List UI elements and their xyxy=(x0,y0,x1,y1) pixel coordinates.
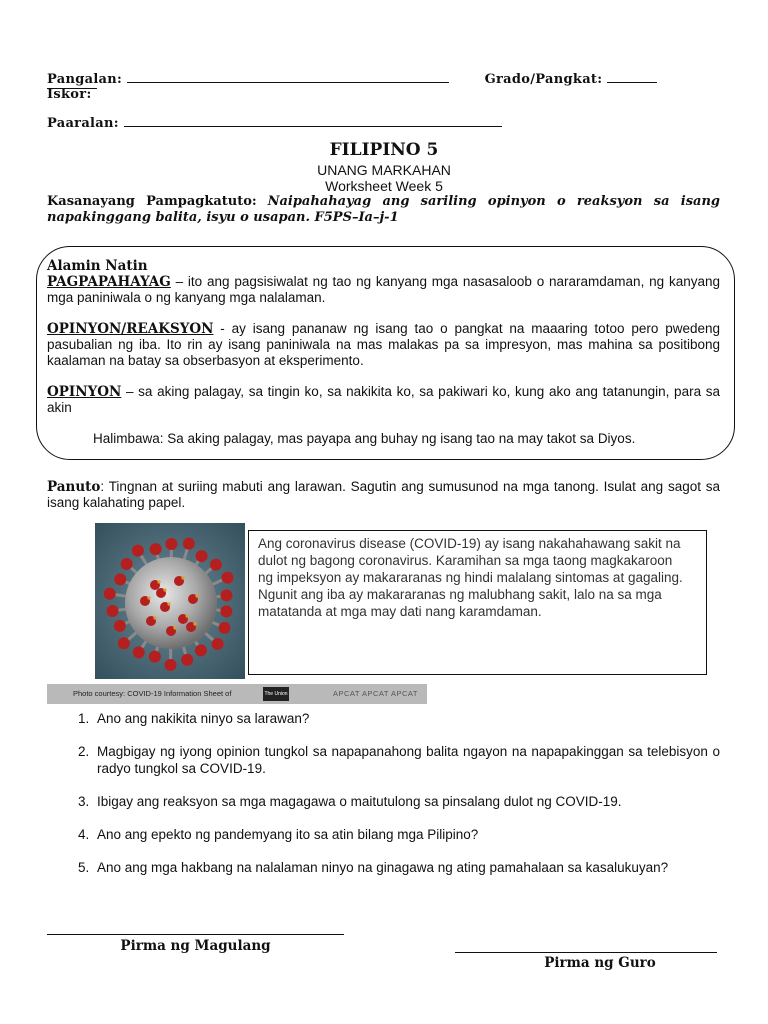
definition-opinyon-reaksyon: OPINYON/REAKSYON - ay isang pananaw ng isang tao o pangkat na maaaring totoo pero pwedeng pasubalian ng iba. Ito rin ay isang paniniwala na mas malakas pa sa impresyon, mas mahina sa positibong kaalaman na batay sa obserbasyon at eksperimento. xyxy=(47,321,720,368)
school-field[interactable] xyxy=(124,114,502,127)
competency-label: Kasanayang Pampagkatuto: xyxy=(47,194,257,209)
virus-spike-head xyxy=(212,638,224,650)
virus-spike-head xyxy=(132,545,144,557)
question-item: 1. Ano ang nakikita ninyo sa larawan? xyxy=(93,710,720,727)
name-label: Pangalan xyxy=(47,72,118,87)
virus-dot xyxy=(167,602,170,605)
grade-field[interactable] xyxy=(607,70,657,83)
virus-spike-head xyxy=(210,559,222,571)
questions xyxy=(47,710,720,892)
photo-caption: Photo courtesy: COVID-19 Information Sheet of xyxy=(73,689,232,698)
teacher-signature-label: Pirma ng Guro xyxy=(544,955,656,971)
virus-spike-head xyxy=(196,550,208,562)
virus-spike-head xyxy=(150,543,162,555)
term-opinyon: OPINYON xyxy=(47,384,122,400)
virus-spike-head xyxy=(220,605,232,617)
virus-spike-head xyxy=(107,605,119,617)
question-item: 4. Ano ang epekto ng pandemyang ito sa atin bilang mga Pilipino? xyxy=(93,826,720,843)
virus-dot xyxy=(181,576,184,579)
teacher-signature-line[interactable] xyxy=(455,952,717,953)
week-title: Worksheet Week 5 xyxy=(325,178,443,194)
score-field[interactable] xyxy=(47,88,97,89)
virus-spike-head xyxy=(181,654,193,666)
virus-dot xyxy=(185,614,188,617)
virus-dot xyxy=(193,622,196,625)
virus-spike-head xyxy=(183,538,195,550)
virus-spike-head xyxy=(104,588,116,600)
covid-info-box xyxy=(248,530,707,675)
panuto: Panuto: Tingnan at suriing mabuti ang larawan. Sagutin ang sumusunod na mga tanong. Isulat ang sagot sa isang kalahating papel. xyxy=(47,479,720,510)
virus-dot xyxy=(163,588,166,591)
virus-dot xyxy=(153,616,156,619)
name-field[interactable] xyxy=(127,70,449,83)
virus-dot xyxy=(173,626,176,629)
question-item: 3. Ibigay ang reaksyon sa mga magagawa o maitutulong sa pinsalang dulot ng COVID-19. xyxy=(93,793,720,810)
definition-opinyon: OPINYON – sa aking palagay, sa tingin ko, sa nakikita ko, sa pakiwari ko, kung ako ang tatanungin, para sa akin xyxy=(47,384,720,415)
virus-spike-head xyxy=(114,573,126,585)
example-text: Halimbawa: Sa aking palagay, mas payapa ang buhay ng isang tao na may takot sa Diyos. xyxy=(93,431,636,446)
virus-spike-head xyxy=(118,637,130,649)
school-label: Paaralan xyxy=(47,116,114,131)
virus-spike-head xyxy=(114,620,126,632)
photo-caption-bar xyxy=(47,684,427,704)
virus-dot xyxy=(157,580,160,583)
subject-title: FILIPINO 5 xyxy=(329,140,439,160)
coronavirus-icon xyxy=(95,523,245,679)
virus-dot xyxy=(195,594,198,597)
virus-spike-head xyxy=(165,538,177,550)
virus-spike-head xyxy=(195,644,207,656)
grade-label: Grado/Pangkat xyxy=(484,72,598,87)
virus-spike-head xyxy=(149,651,161,663)
definition-pagpapahayag: PAGPAPAHAYAG – ito ang pagsisiwalat ng tao ng kanyang mga nasasaloob o nararamdaman, ng kanyang mga paniniwala o ng kanyang mga nalalaman. xyxy=(47,274,720,305)
virus-spike-head xyxy=(218,622,230,634)
virus-spike-head xyxy=(165,659,177,671)
virus-spike-head xyxy=(222,572,234,584)
parent-signature-label: Pirma ng Magulang xyxy=(120,938,271,954)
virus-spike-head xyxy=(121,558,133,570)
term-opinyon-reaksyon: OPINYON/REAKSYON xyxy=(47,321,214,337)
panuto-label: Panuto xyxy=(47,479,101,495)
alamin-heading: Alamin Natin xyxy=(47,258,148,274)
virus-spike-head xyxy=(133,646,145,658)
term-pagpapahayag: PAGPAPAHAYAG xyxy=(47,274,171,290)
covid-image xyxy=(95,523,245,679)
quarter-title: UNANG MARKAHAN xyxy=(317,162,451,178)
school-row: Paaralan: xyxy=(47,114,727,131)
question-item: 2. Magbigay ng iyong opinion tungkol sa napapanahong balita ngayon na napapakinggan sa telebisyon o radyo tungkol sa COVID-19. xyxy=(93,743,720,777)
virus-dot xyxy=(147,596,150,599)
competency-text: Naipahahayag ang sariling opinyon o reaksyon sa isang napakinggang balita, isyu o usapan. F5PS–Ia–j-1 xyxy=(47,194,720,225)
name-row: Pangalan: Grado/Pangkat: Iskor: xyxy=(47,70,727,102)
virus-spike-head xyxy=(220,589,232,601)
covid-info-text: Ang coronavirus disease (COVID-19) ay isang nakahahawang sakit na dulot ng bagong coronavirus. Karamihan sa mga taong magkakaroon ng impeksyon ay makararanas ng hindi malalang sintomas at gagaling. Ngunit ang iba ay makararanas ng malubhang sakit, lalo na sa mga matatanda at mga may dati nang karamdaman. xyxy=(258,536,683,619)
question-item: 5. Ano ang mga hakbang na nalalaman ninyo na ginagawa ng ating pamahalaan sa kasalukuyan? xyxy=(93,859,720,876)
question-list xyxy=(47,710,720,876)
score-label: Iskor xyxy=(47,87,87,102)
apcat-logos: APCAT APCAT APCAT xyxy=(333,689,418,698)
the-union-logo: The Union xyxy=(263,687,289,701)
competency xyxy=(47,194,720,226)
parent-signature-line[interactable] xyxy=(47,934,344,935)
